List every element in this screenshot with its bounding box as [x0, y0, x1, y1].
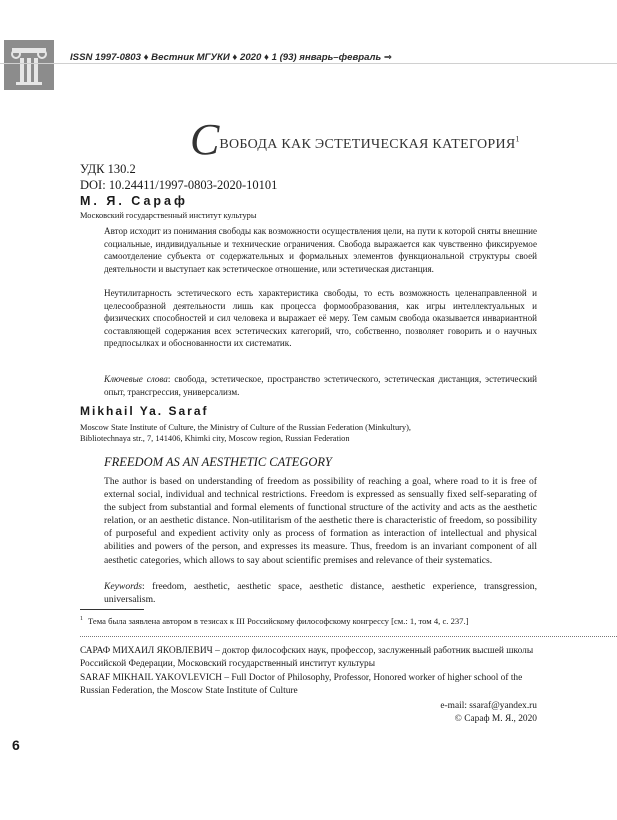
footnote-text: Тема была заявлена автором в тезисах к III Российскому философскому конгрессу [см.: 1, том 4, с. 237.]: [88, 616, 469, 626]
header-rule: [0, 63, 617, 64]
article-title: [190, 114, 520, 165]
title-text: ВОБОДА КАК ЭСТЕТИЧЕСКАЯ КАТЕГОРИЯ: [219, 137, 516, 152]
author-institution-ru: Московский государственный институт культуры: [80, 211, 257, 220]
institution-en-line-2: Bibliotechnaya str., 7, 141406, Khimki city, Moscow region, Russian Federation: [80, 434, 350, 443]
footnote-mark: 1: [80, 616, 83, 623]
doi: DOI: 10.24411/1997-0803-2020-10101: [80, 178, 278, 192]
author-bio-en: SARAF MIKHAIL YAKOVLEVICH – Full Doctor of Philosophy, Professor, Honored worker of higher school of the Russian Federation, the Moscow State Institute of Culture: [80, 673, 523, 696]
column-logo-icon: [10, 44, 48, 86]
udk-code: УДК 130.2: [80, 162, 136, 176]
keywords-ru-label: Ключевые слова: [104, 374, 168, 384]
title-footnote-mark: 1: [515, 134, 520, 144]
abstract-ru-paragraph-1: Автор исходит из понимания свободы как возможности осуществления цели, на пути к которой сняты внешние социальные, индивидуальные и технические ограничения. Свобода выражается как чувственно фиксируемое самоотделение субъекта от содержательных и формальных элементов функциональной структуры своей деятельности и выступает как эстетическое отношение, или эстетическая дистанция.: [104, 226, 537, 274]
article-title-en: FREEDOM AS AN AESTHETIC CATEGORY: [104, 455, 332, 469]
keywords-en-text: : freedom, aesthetic, aesthetic space, aesthetic distance, aesthetic experience, transgression, universalism.: [104, 581, 537, 606]
author-institution-en: [80, 422, 530, 444]
page-number: 6: [12, 737, 20, 753]
journal-header: ISSN 1997-0803 ♦ Вестник МГУКИ ♦ 2020 ♦ 1 (93) январь–февраль ⇒: [70, 52, 392, 63]
keywords-ru: [104, 373, 537, 398]
abstract-ru-paragraph-2: Неутилитарность эстетического есть характеристика свободы, то есть возможность целенаправленной и целесообразной деятельности лишь как процесса формообразования, как игры интеллектуальных и физических способностей и сил человека и выражает её меру. Тем самым свобода оказывается инвариантной составляющей содержания всех эстетических категорий, что, собственно, позволяет говорить и о научных предпосылках и обоснованности их систематик.: [104, 288, 537, 348]
footnote-rule: [80, 609, 144, 610]
keywords-en: [104, 580, 537, 606]
author-name-en: Mikhail Ya. Saraf: [80, 404, 209, 418]
institution-en-line-1: Moscow State Institute of Culture, the Ministry of Culture of the Russian Federation (Minkultury),: [80, 423, 412, 432]
footnote: [80, 616, 468, 626]
dotted-divider: [80, 636, 617, 637]
author-email: e-mail: ssaraf@yandex.ru: [440, 701, 537, 711]
title-initial: С: [190, 115, 220, 164]
author-name-ru: М. Я. Сараф: [80, 194, 188, 208]
keywords-en-label: Keywords: [104, 581, 143, 592]
abstract-en: The author is based on understanding of freedom as possibility of reaching a goal, where road to it is free of external social, individual and technical restrictions. Freedom is expressed as sensually fixed self-separating of the subject from substantial and formal elements of functional structure of the activity and acts as the aesthetic relation, or an aesthetic distance. Non-utilitarism of the aesthetic there is characteristic of freedom, so possibility of purposeful and expedient activity only as process of formation as interaction of intellectual and physical abilities and powers of the person, and expresses its measure. Thus, freedom is an invariant component of all aesthetic categories, which allows to say about scientific premises and relevance of their systematics.: [104, 476, 537, 566]
keywords-ru-text: : свобода, эстетическое, пространство эстетического, эстетическая дистанция, эстетический опыт, трансгрессия, универсализм.: [104, 374, 537, 397]
author-bio-ru: САРАФ МИХАИЛ ЯКОВЛЕВИЧ – доктор философских наук, профессор, заслуженный работник высшей школы Российской Федерации, Московский государственный институт культуры: [80, 646, 534, 669]
copyright: © Сараф М. Я., 2020: [454, 714, 537, 724]
